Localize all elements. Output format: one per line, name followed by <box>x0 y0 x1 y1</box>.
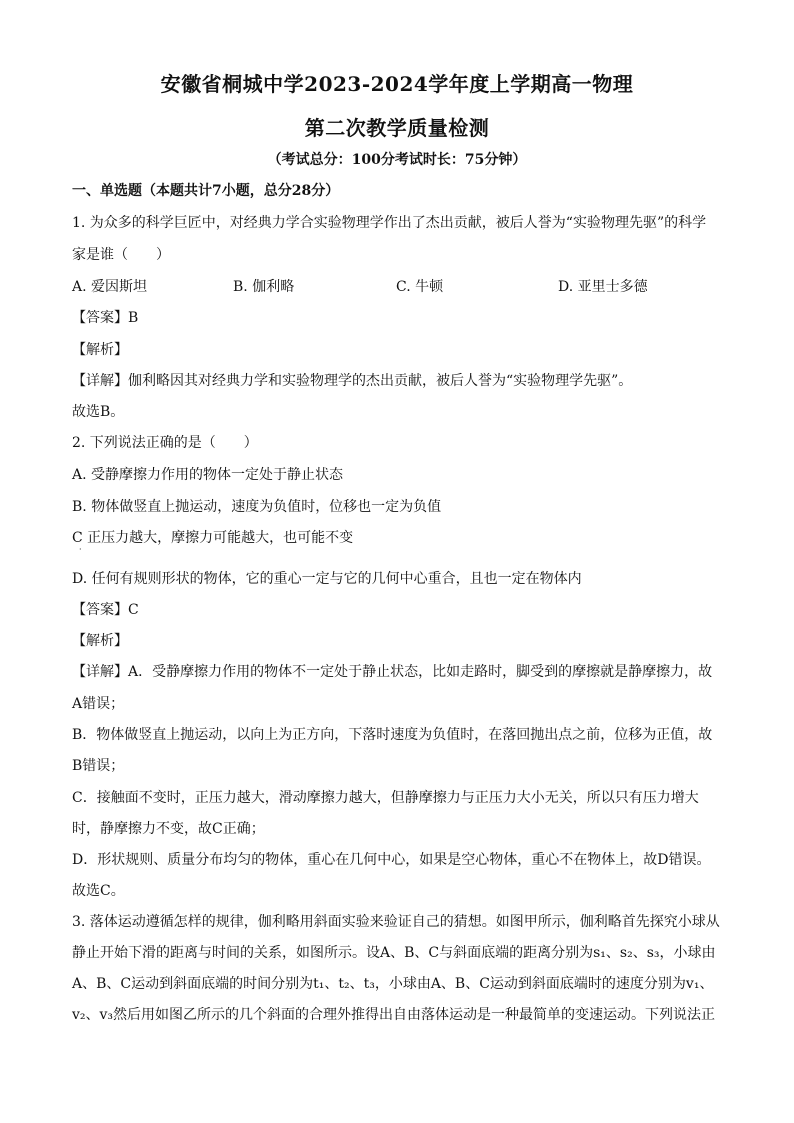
q1-option-c: C. 牛顿 <box>396 279 444 295</box>
q2-conclusion: 故选C。 <box>72 883 125 899</box>
q2-option-b: B. 物体做竖直上抛运动，速度为负值时，位移也一定为负值 <box>72 499 442 515</box>
q2-option-a: A. 受静摩擦力作用的物体一定处于静止状态 <box>72 467 344 483</box>
q2-detail-line: D．形状规则、质量分布均匀的物体，重心在几何中心，如果是空心物体，重心不在物体上，故D错误。 <box>72 852 711 868</box>
exam-title-line2: 第二次教学质量检测 <box>304 116 490 140</box>
q1-option-b: B. 伽利略 <box>233 279 295 295</box>
q2-option-d: D. 任何有规则形状的物体，它的重心一定与它的几何中心重合，且也一定在物体内 <box>72 571 582 587</box>
q2-answer: 【答案】C <box>72 602 139 618</box>
q2-detail-line: B错误； <box>72 758 125 774</box>
q1-answer: 【答案】B <box>72 310 139 326</box>
q2-detail-line: 时，静摩擦力不变，故C正确； <box>72 821 265 837</box>
q2-detail-line: 【详解】A．受静摩擦力作用的物体不一定处于静止状态，比如走路时，脚受到的摩擦就是静摩擦力，故 <box>72 664 713 680</box>
q1-stem-line2: 家是谁（ ） <box>72 247 170 263</box>
exam-info: （考试总分：100分考试时长：75分钟） <box>267 152 527 168</box>
q3-stem-line: v₂、v₃然后用如图乙所示的几个斜面的合理外推得出自由落体运动是一种最简单的变速运动。下列说法正 <box>72 1007 716 1023</box>
q2-detail-line: C．接触面不变时，正压力越大，滑动摩擦力越大，但静摩擦力与正压力大小无关，所以只有压力增大 <box>72 790 699 806</box>
q2-option-c: C 正压力越大，摩擦力可能越大，也可能不变 <box>72 530 354 546</box>
q2-analysis: 【解析】 <box>72 633 128 649</box>
q3-stem-line: A、B、C运动到斜面底端的时间分别为t₁、t₂、t₃，小球由A、B、C运动到斜面底端时的速度分别为v₁、 <box>72 976 714 992</box>
q2-detail-line: B．物体做竖直上抛运动，以向上为正方向，下落时速度为负值时，在落回抛出点之前，位移为正值，故 <box>72 727 713 743</box>
q3-stem-line: 静止开始下滑的距离与时间的关系，如图所示。设A、B、C与斜面底端的距离分别为s₁、s₂、s₃，小球由 <box>72 945 716 961</box>
q1-conclusion: 故选B。 <box>72 404 125 420</box>
q1-option-d: D. 亚里士多德 <box>558 279 648 295</box>
q1-detail: 【详解】伽利略因其对经典力学和实验物理学的杰出贡献，被后人誉为“实验物理学先驱”。 <box>72 373 633 389</box>
q2-detail-line: A错误； <box>72 696 125 712</box>
q1-option-a: A. 爱因斯坦 <box>72 279 148 295</box>
stray-dot: · <box>79 545 82 554</box>
q2-stem: 2. 下列说法正确的是（ ） <box>72 435 258 451</box>
q3-stem-line: 3. 落体运动遵循怎样的规律，伽利略用斜面实验来验证自己的猜想。如图甲所示，伽利略首先探究小球从 <box>72 914 720 930</box>
exam-title-line1: 安徽省桐城中学2023-2024学年度上学期高一物理 <box>160 72 634 96</box>
q1-analysis: 【解析】 <box>72 342 128 358</box>
q1-stem-line1: 1. 为众多的科学巨匠中，对经典力学合实验物理学作出了杰出贡献，被后人誉为“实验物理先驱”的科学 <box>72 215 707 231</box>
section-heading: 一、单选题（本题共计7小题，总分28分） <box>72 183 340 199</box>
